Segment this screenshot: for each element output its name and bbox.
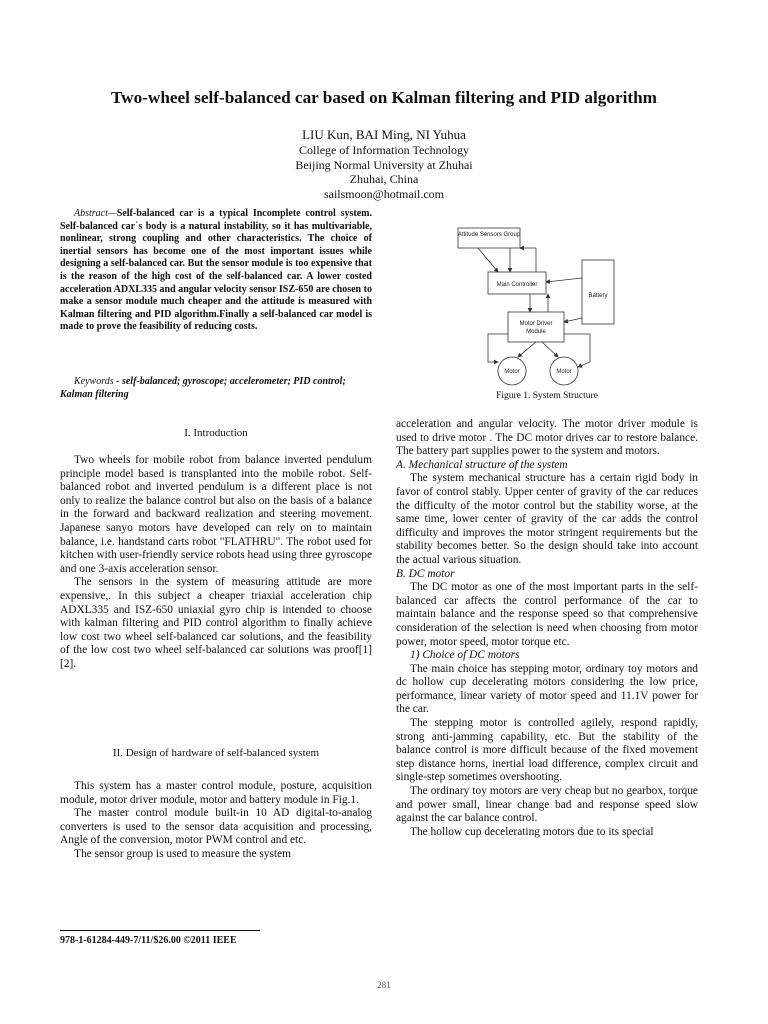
arrow-battery-controller	[546, 278, 582, 282]
paragraph: This system has a master control module, posture, acquisition module, motor driver module, motor and battery module in Fig.1.	[60, 780, 372, 806]
arrow-sensor-controller	[478, 248, 498, 272]
paragraph: The ordinary toy motors are very cheap but no gearbox, torque and power small, linear change bad and response speed slow against the car balance control.	[396, 785, 698, 825]
abstract-text: Self-balanced car is a typical Incomplete control system. Self-balanced car`s body is a natural instability, so it has multivariable, nonlinear, strong coupling and other characteristics. The choice of inertial sensors has become one of the most important issues while designing a self-balanced car. But the sensor module is too expensive that is the reason of the high cost of the self-balanced car. A lower costed acceleration ADXL335 and angular velocity sensor ISZ-650 are chosen to make a sensor module much cheaper and the attitude is measured with Kalman filtering and PID algorithm.Finally a self-balanced car model is made to prove the feasibility of reducing costs.	[60, 208, 372, 333]
paragraph: The sensor group is used to measure the system	[74, 847, 292, 860]
sensor-box	[458, 228, 520, 248]
paragraph: Two wheels for mobile robot from balance inverted pendulum principle model based is transplanted into the mobile robot. Self-balanced robot and inverted pendulum is a different place is not only to realize the balance control but also on the basis of a balance in the forward and backward realization and steering movement. Japanese sanyo motors have developed can rely on to maintain balance, i.e. handstand carts robot "FLATHRU". The robot used for kitchen with user-friendly service robots head using three gyroscope and one 3-axis acceleration sensor.	[60, 454, 372, 575]
driver-label-line2: Module	[526, 329, 546, 335]
paragraph: The stepping motor is controlled agilely, respond rapidly, strong anti-jamming capability, etc. But the stability of the balance control is more difficult because of the fixed movement step distance horns, inertial load difference, complex circuit and single-step sometimes overshooting.	[396, 717, 698, 784]
battery-label: Battery	[588, 293, 608, 299]
arrow-driver-motor-right	[542, 342, 558, 357]
section-heading: II. Design of hardware of self-balanced system	[112, 747, 320, 759]
keywords	[60, 376, 372, 401]
section-heading: I. Introduction	[184, 427, 248, 439]
driver-label-line1: Motor Driver	[519, 321, 553, 327]
arrow-driver-motor-left	[488, 334, 508, 362]
paragraph: acceleration and angular velocity. The motor driver module is used to drive motor . The DC motor drives car to restore balance. The battery part supplies power to the system and motors.	[396, 418, 698, 458]
affiliation-email: sailsmoon@hotmail.com	[323, 187, 445, 202]
arrow-battery-driver	[564, 318, 582, 322]
keywords-text: self-balanced; gyroscope; accelerometer; PID control; Kalman filtering	[60, 376, 346, 400]
affiliation	[0, 143, 768, 202]
paragraph: The master control module built-in 10 AD digital-to-analog converters is used to the sensor data acquisition and processing, Angle of the conversion, motor PWM control and etc.	[60, 807, 372, 847]
paragraph: The DC motor as one of the most important parts in the self-balanced car affects the control performance of the car to maintain balance and the response speed so that comprehensive consideration of the selection is need when choosing from motor power, motor speed, motor torque etc.	[396, 581, 698, 648]
copyright-footnote: 978-1-61284-449-7/11/$26.00 ©2011 IEEE	[60, 935, 237, 946]
affiliation-dept: College of Information Technology	[299, 143, 469, 157]
system-structure-figure	[450, 222, 650, 392]
subsubsection-heading: 1) Choice of DC motors	[410, 649, 520, 662]
keywords-lead: Keywords -	[74, 376, 122, 387]
footnote-rule	[60, 930, 260, 931]
paper-title: Two-wheel self-balanced car based on Kalman filtering and PID algorithm	[110, 88, 657, 107]
paragraph: The main choice has stepping motor, ordinary toy motors and dc hollow cup decelerating motors considering the low price, performance, linear variety of motor speed and 11.1V power for the car.	[396, 662, 698, 716]
paragraph: The system mechanical structure has a certain rigid body in favor of control stably. Upper center of gravity of the car reduces the difficulty of the motor control but the stability worse, at the same time, lower center of gravity of the car adds the control difficulty and improves the motor stringent requirements but the stability becomes better. So the design should take into account the actual various situation.	[396, 472, 698, 566]
abstract	[60, 208, 372, 334]
authors: LIU Kun, BAI Ming, NI Yuhua	[302, 127, 466, 142]
sensor-label: Attitude Sensors Group	[457, 232, 521, 238]
affiliation-city: Zhuhai, China	[349, 172, 419, 187]
right-column	[396, 418, 698, 839]
motor-right-label: Motor	[556, 369, 572, 375]
battery-box	[582, 260, 614, 324]
subsection-heading: B. DC motor	[396, 567, 455, 580]
controller-label: Main Controller	[496, 282, 538, 288]
subsection-heading: A. Mechanical structure of the system	[396, 458, 568, 471]
figure-caption: Figure 1. System Structure	[496, 391, 598, 401]
system-structure-diagram	[450, 222, 650, 387]
section-hardware	[60, 746, 372, 862]
page-number: 281	[377, 980, 391, 990]
driver-box	[508, 312, 564, 342]
arrow-driver-motor-left-2	[518, 342, 536, 357]
paragraph: The hollow cup decelerating motors due to its special	[410, 825, 654, 838]
abstract-lead: Abstract—	[74, 208, 117, 219]
motor-left-label: Motor	[504, 369, 520, 375]
paragraph: The sensors in the system of measuring attitude are more expensive,. In this subject a cheaper triaxial acceleration chip ADXL335 and ISZ-650 uniaxial gyro chip is intended to choose with kalman filtering and PID control algorithm to finally achieve low cost two wheel self-balanced car solutions, and the feasibility of the low cost two wheel self-balanced car solutions was proof[1][2].	[60, 576, 372, 670]
affiliation-university: Beijing Normal University at Zhuhai	[295, 157, 473, 172]
section-introduction	[60, 426, 372, 672]
